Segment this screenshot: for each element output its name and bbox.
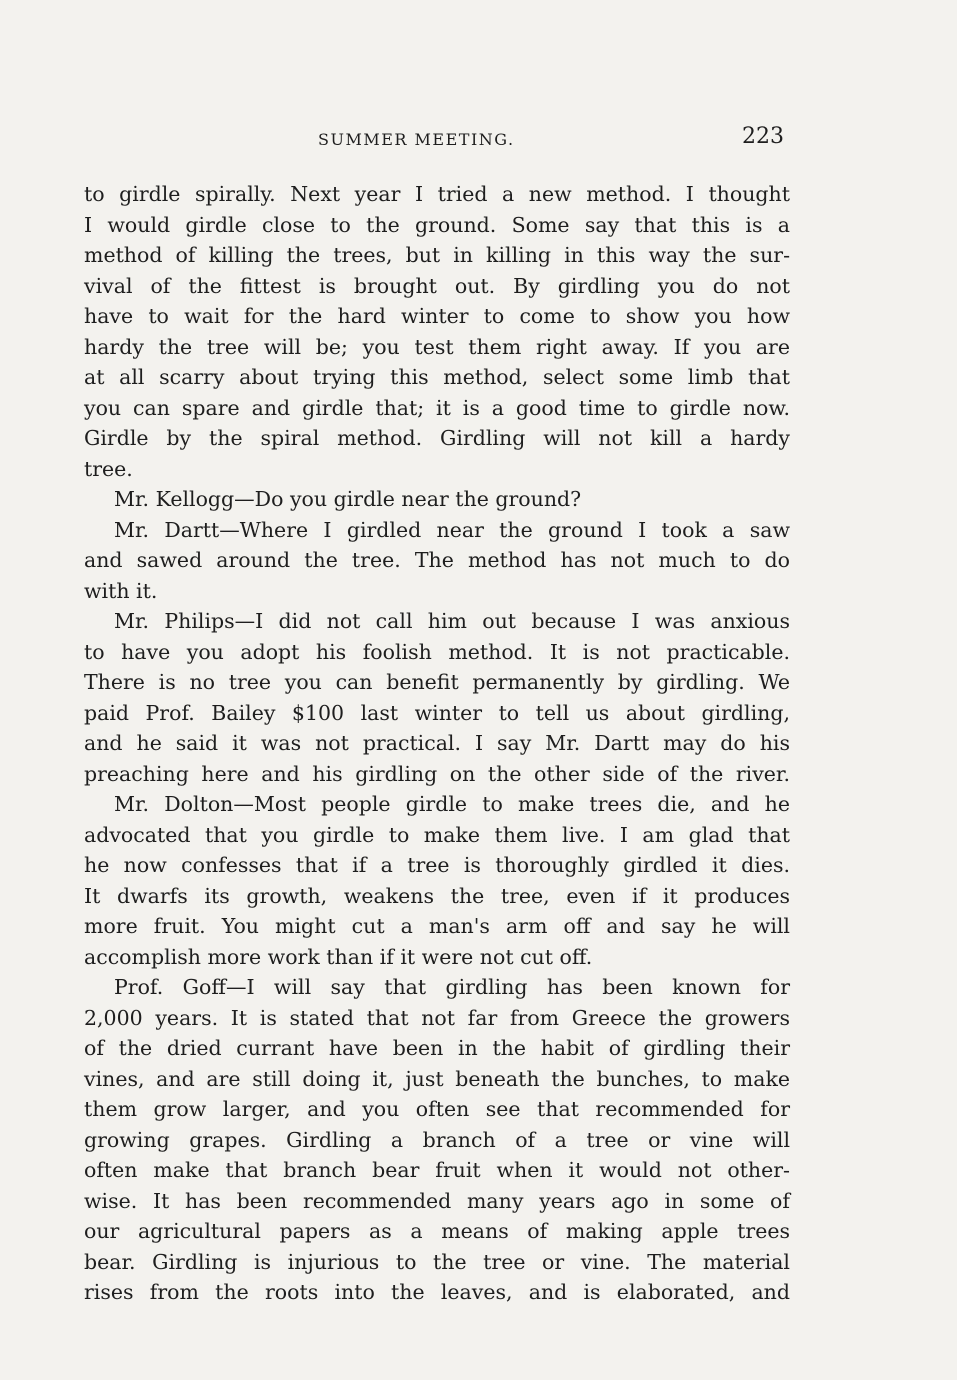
text-line: more fruit. You might cut a man's arm off and say he will bbox=[84, 914, 790, 938]
page-header bbox=[84, 124, 784, 154]
text-line: There is no tree you can benefit permanently by girdling. We bbox=[84, 670, 790, 694]
text-line: accomplish more work than if it were not cut off. bbox=[84, 944, 593, 969]
text-line: our agricultural papers as a means of making apple trees bbox=[84, 1219, 790, 1243]
text-line: have to wait for the hard winter to come to show you how bbox=[84, 304, 790, 328]
body-text bbox=[84, 179, 790, 1308]
text-line: method of killing the trees, but in killing in this way the sur- bbox=[84, 243, 790, 267]
paragraph-start-line: Mr. Dartt—Where I girdled near the ground I took a saw bbox=[114, 517, 790, 542]
text-line: vines, and are still doing it, just beneath the bunches, to make bbox=[84, 1066, 790, 1091]
text-line: of the dried currant have been in the habit of girdling their bbox=[84, 1036, 790, 1060]
text-line: I would girdle close to the ground. Some say that this is a bbox=[84, 212, 790, 237]
paragraph-start-line: Mr. Kellogg—Do you girdle near the ground? bbox=[114, 487, 582, 511]
text-line: you can spare and girdle that; it is a good time to girdle now. bbox=[84, 395, 790, 420]
running-head: SUMMER MEETING. bbox=[318, 130, 515, 149]
text-line: with it. bbox=[84, 578, 158, 603]
text-line: vival of the fittest is brought out. By girdling you do not bbox=[84, 273, 790, 298]
text-line: preaching here and his girdling on the other side of the river. bbox=[84, 761, 790, 786]
text-line: 2,000 years. It is stated that not far from Greece the growers bbox=[84, 1005, 790, 1030]
text-line: to have you adopt his foolish method. It is not practicable. bbox=[84, 639, 790, 664]
text-line: he now confesses that if a tree is thoroughly girdled it dies. bbox=[84, 853, 790, 877]
text-line: hardy the tree will be; you test them right away. If you are bbox=[84, 334, 790, 359]
text-line: to girdle spirally. Next year I tried a new method. I thought bbox=[84, 182, 790, 206]
text-line: paid Prof. Bailey $100 last winter to tell us about girdling, bbox=[84, 700, 790, 725]
text-line: wise. It has been recommended many years ago in some of bbox=[84, 1188, 790, 1213]
text-line: and he said it was not practical. I say Mr. Dartt may do his bbox=[84, 731, 790, 755]
text-line: often make that branch bear fruit when it would not other- bbox=[84, 1158, 790, 1182]
paragraph-start-line: Prof. Goff—I will say that girdling has been known for bbox=[114, 975, 790, 999]
paragraph-start-line: Mr. Dolton—Most people girdle to make trees die, and he bbox=[114, 792, 790, 816]
text-line: tree. bbox=[84, 456, 133, 481]
text-line: at all scarry about trying this method, select some limb that bbox=[84, 365, 790, 389]
text-line: Girdle by the spiral method. Girdling will not kill a hardy bbox=[84, 426, 790, 450]
text-line: It dwarfs its growth, weakens the tree, even if it produces bbox=[84, 883, 790, 908]
text-line: and sawed around the tree. The method has not much to do bbox=[84, 548, 790, 572]
text-line: bear. Girdling is injurious to the tree or vine. The material bbox=[84, 1249, 790, 1274]
text-line: growing grapes. Girdling a branch of a tree or vine will bbox=[84, 1127, 790, 1152]
paragraph-start-line: Mr. Philips—I did not call him out because I was anxious bbox=[114, 609, 790, 633]
text-line: advocated that you girdle to make them live. I am glad that bbox=[84, 822, 790, 847]
page-number: 223 bbox=[742, 124, 784, 149]
text-line: them grow larger, and you often see that recommended for bbox=[84, 1097, 790, 1121]
text-line: rises from the roots into the leaves, and is elaborated, and bbox=[84, 1280, 790, 1304]
